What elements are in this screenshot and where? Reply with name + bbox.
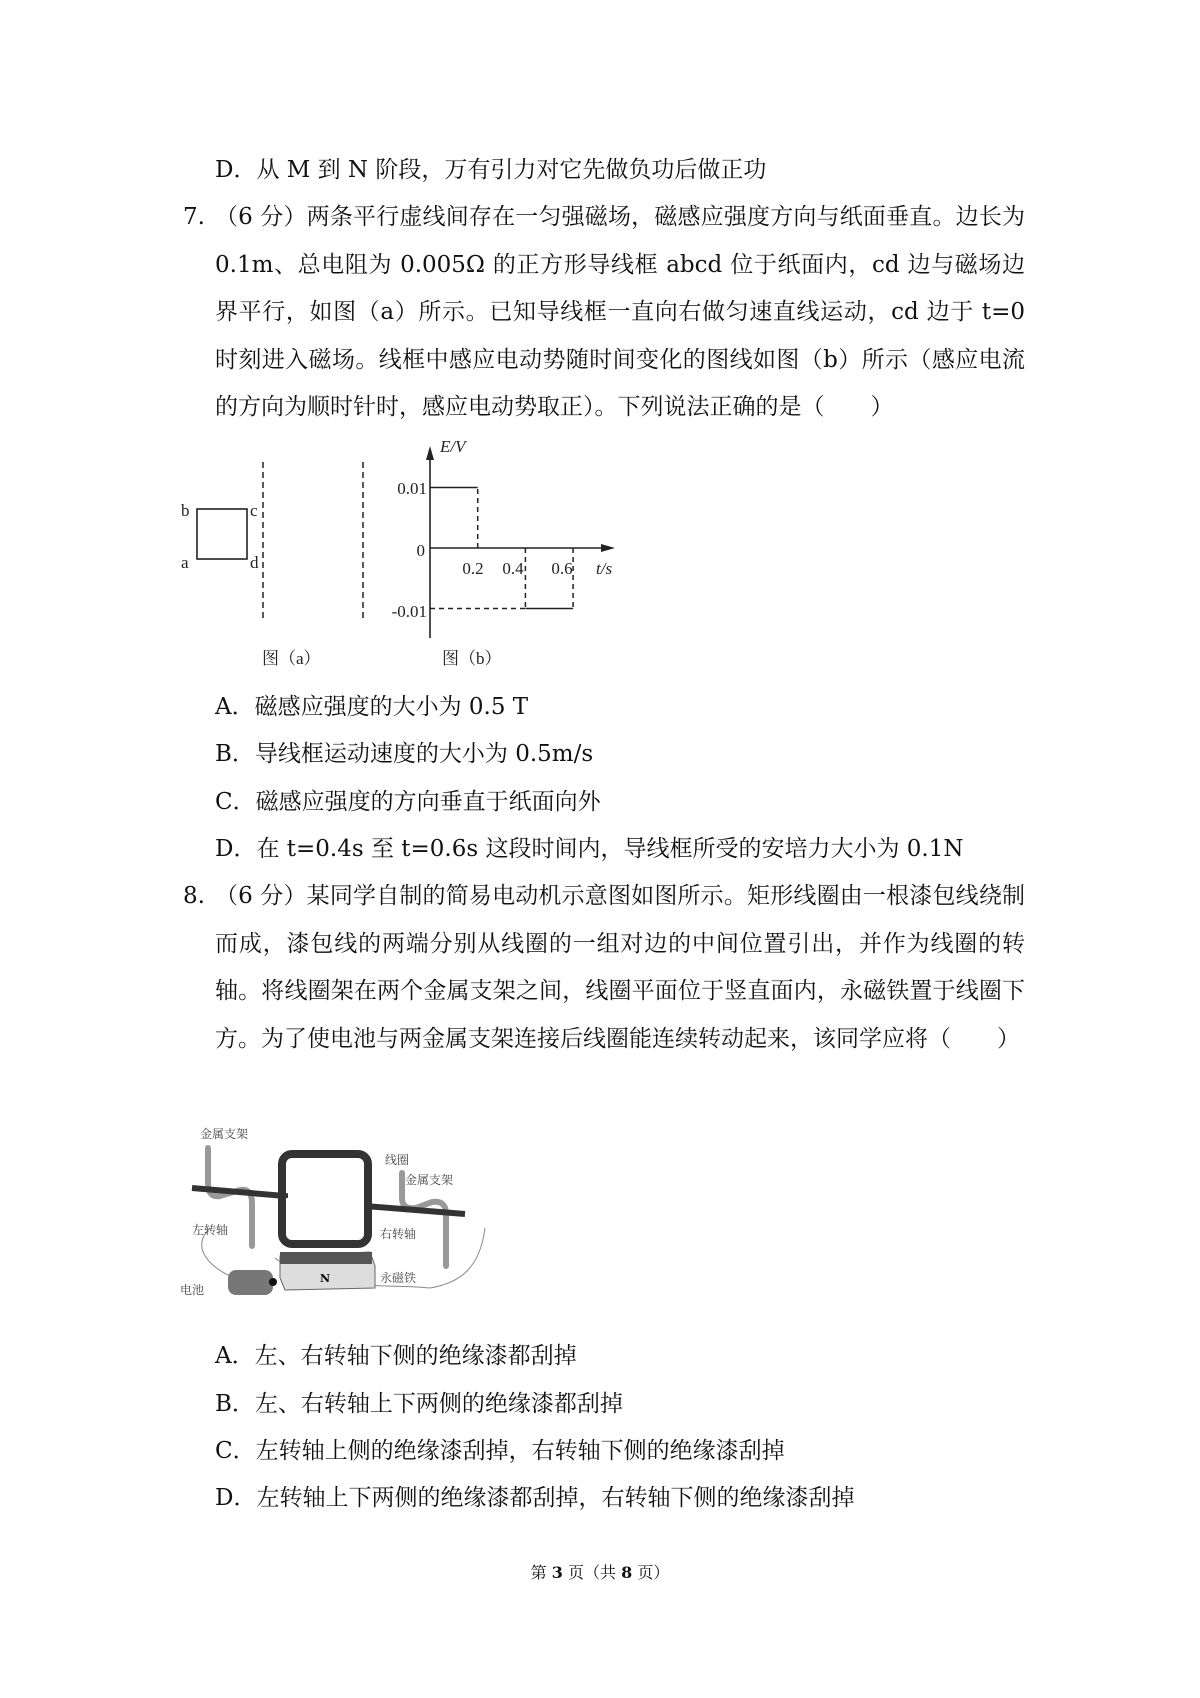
- q7-option-a: A．磁感应强度的大小为 0.5 T: [215, 694, 529, 720]
- coil: [282, 1154, 368, 1244]
- label-d: d: [250, 553, 259, 572]
- battery-terminal: [269, 1278, 277, 1286]
- footer-middle: 页（共: [567, 1563, 616, 1582]
- label-left-axle: 左转轴: [192, 1223, 229, 1237]
- x-tick-label: 0.4: [502, 559, 524, 578]
- x-tick-label: 0.2: [462, 559, 484, 578]
- total-pages: 8: [621, 1563, 633, 1582]
- footer-prefix: 第: [530, 1563, 547, 1582]
- axle: [192, 1188, 465, 1214]
- figure-b-caption: 图（b）: [442, 649, 502, 668]
- question-text: （6 分）某同学自制的简易电动机示意图如图所示。矩形线圈由一根漆包线绕制而成，漆包线的两端分别从线圈的一组对边的中间位置引出，并作为线圈的转轴。将线圈架在两个金属支架之间，线圈平面位于竖直面内，永磁铁置于线圈下方。为了使电池与两金属支架连接后线圈能连续转动起来，该同学应将（ ）: [215, 883, 1025, 1052]
- footer-suffix: 页）: [637, 1563, 670, 1582]
- q7-option-c: C．磁感应强度的方向垂直于纸面向外: [215, 789, 601, 815]
- question-number: 7.: [183, 204, 205, 230]
- magnet-top: [280, 1252, 372, 1264]
- prev-option-d: D．从 M 到 N 阶段，万有引力对它先做负功后做正功: [215, 157, 767, 183]
- y-axis-label: E/V: [440, 437, 466, 456]
- y-tick-label: 0: [416, 541, 425, 560]
- magnet-pole-label: N: [320, 1272, 331, 1285]
- q8-option-c: C．左转轴上侧的绝缘漆刮掉，右转轴下侧的绝缘漆刮掉: [215, 1438, 785, 1464]
- y-tick-label: 0.01: [397, 479, 427, 498]
- y-axis-arrow: [426, 446, 434, 460]
- label-right-support: 金属支架: [405, 1173, 454, 1187]
- label-c: c: [250, 501, 258, 520]
- q7-option-d: D．在 t=0.4s 至 t=0.6s 这段时间内，导线框所受的安培力大小为 0.1N: [215, 836, 964, 862]
- y-tick-label: -0.01: [391, 602, 427, 621]
- q8-option-d: D．左转轴上下两侧的绝缘漆都刮掉，右转轴下侧的绝缘漆刮掉: [215, 1485, 855, 1511]
- battery: [228, 1270, 273, 1295]
- label-left-support: 金属支架: [200, 1127, 249, 1141]
- label-magnet: 永磁铁: [380, 1271, 417, 1285]
- page-number: 3: [551, 1563, 563, 1582]
- x-tick-label: 0.6: [551, 559, 573, 578]
- question-number: 8.: [183, 883, 205, 909]
- figure-a: [181, 462, 321, 668]
- q8-option-b: B．左、右转轴上下两侧的绝缘漆都刮掉: [215, 1391, 623, 1417]
- question-8: [183, 873, 1025, 1052]
- x-axis-label: t/s: [596, 559, 613, 578]
- question-7-figures: [0, 0, 1200, 700]
- label-battery: 电池: [180, 1283, 205, 1297]
- label-right-axle: 右转轴: [380, 1227, 417, 1241]
- page-footer: [0, 1560, 1200, 1583]
- label-b: b: [181, 501, 190, 520]
- motor-figure: [180, 1118, 500, 1318]
- figure-a-caption: 图（a）: [262, 649, 321, 668]
- label-a: a: [181, 553, 189, 572]
- q7-option-b: B．导线框运动速度的大小为 0.5m/s: [215, 741, 594, 767]
- question-text: （6 分）两条平行虚线间存在一匀强磁场，磁感应强度方向与纸面垂直。边长为 0.1m、总电阻为 0.005Ω 的正方形导线框 abcd 位于纸面内，cd 边与磁场边界平行，如图（a）所示。已知导线框一直向右做匀速直线运动，cd 边于 t=0 时刻进入磁场。线框中感应电动势随时间变化的图线如图（b）所示（感应电流的方向为顺时针时，感应电动势取正）。下列说法正确的是（ ）: [215, 204, 1025, 420]
- q8-option-a: A．左、右转轴下侧的绝缘漆都刮掉: [215, 1343, 577, 1369]
- wire-frame: [197, 509, 247, 559]
- figure-b: [363, 437, 615, 668]
- x-axis-arrow: [601, 544, 615, 552]
- label-coil: 线圈: [385, 1153, 410, 1167]
